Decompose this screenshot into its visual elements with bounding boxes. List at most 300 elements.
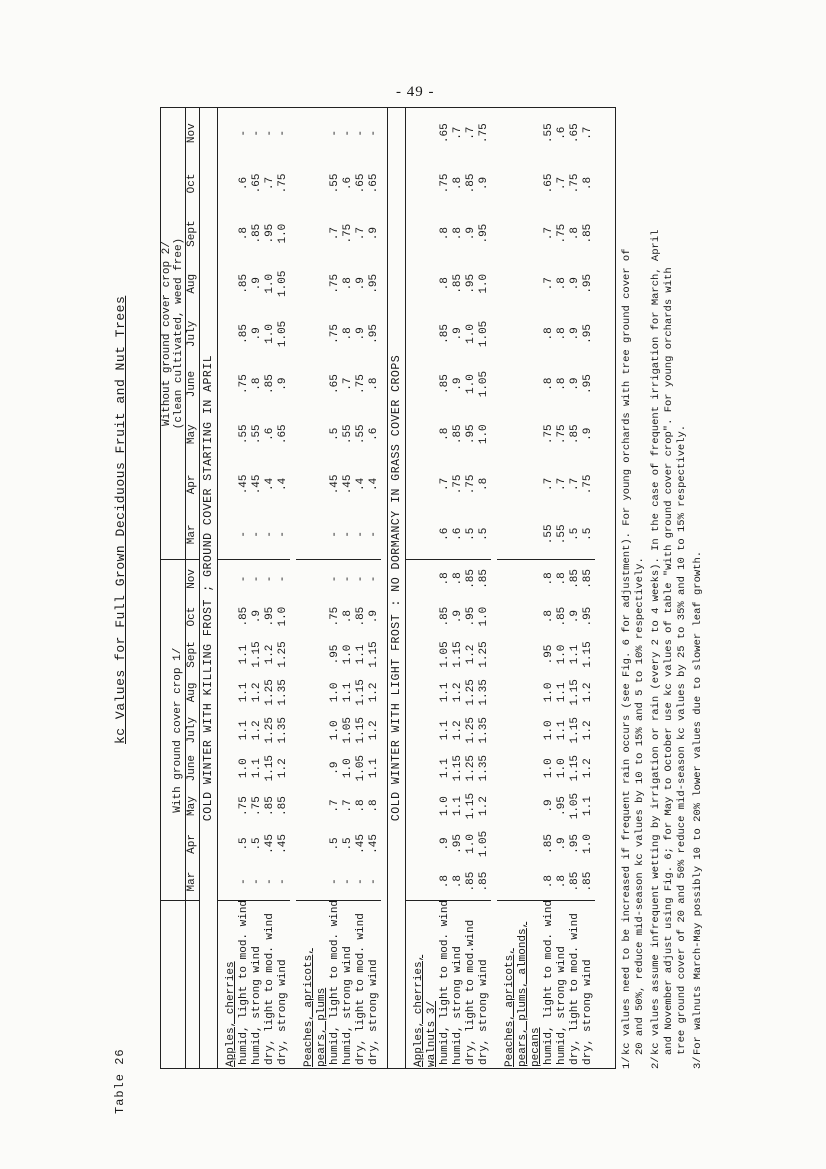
kc-cell-without: - — [368, 129, 380, 137]
kc-cell-without: .6 — [556, 126, 568, 140]
kc-cell-without: .6 — [452, 509, 465, 559]
crop-group-row — [296, 108, 329, 1068]
spacer-cell — [406, 158, 440, 208]
kc-cell-without: 1.0 — [264, 273, 276, 294]
spacer-cell — [218, 158, 239, 208]
kc-cell-without: .5 — [329, 427, 341, 441]
spacer-cell — [218, 787, 239, 825]
table-row — [342, 108, 355, 1068]
kc-cell-with: .85 — [582, 863, 595, 901]
kc-cell-with: .85 — [277, 796, 289, 816]
kc-cell-without: .7 — [582, 126, 594, 140]
kc-cell-without: 1.0 — [465, 324, 477, 344]
spacer-cell — [218, 459, 239, 509]
kc-cell-with: 1.0 — [342, 644, 354, 665]
kc-cell-with: .5 — [342, 837, 354, 851]
table-row — [368, 108, 381, 1068]
spacer-cell — [218, 636, 239, 674]
kc-cell-with: 1.0 — [543, 682, 555, 703]
kc-cell-with: 1.1 — [582, 796, 594, 816]
footnote — [621, 99, 647, 1069]
kc-cell-with: 1.35 — [478, 717, 490, 744]
kc-cell-without: .9 — [452, 327, 464, 341]
kc-cell-without: .7 — [329, 227, 341, 241]
kc-cell-without: .85 — [264, 374, 276, 394]
spacer-cell — [296, 825, 329, 863]
kc-cell-with: 1.15 — [264, 754, 276, 782]
kc-cell-with: 1.05 — [355, 754, 367, 782]
kc-cell-without: - — [329, 509, 342, 559]
kc-cell-without: .4 — [264, 477, 276, 491]
kc-table-body — [161, 108, 601, 1068]
spacer-cell — [406, 409, 440, 459]
kc-cell-without: .7 — [556, 176, 568, 191]
spacer-cell — [497, 636, 543, 674]
spacer-cell — [296, 636, 329, 674]
kc-cell-with: .95 — [556, 796, 568, 816]
kc-cell-with: .85 — [478, 863, 491, 901]
kc-cell-without: .55 — [329, 173, 341, 194]
footnote-text — [621, 99, 647, 1055]
kc-cell-with: .8 — [543, 610, 555, 624]
kc-cell-without: .6 — [368, 427, 380, 441]
row-label: humid, strong wind — [251, 946, 263, 1065]
page-number: - 49 - — [396, 84, 435, 100]
kc-cell-without: .9 — [368, 227, 380, 241]
kc-cell-without: - — [342, 129, 354, 137]
month-header-without-sept: Sept — [186, 209, 200, 259]
kc-cell-with: .45 — [368, 834, 380, 854]
month-header-without-may: May — [186, 409, 200, 459]
kc-cell-with: 1.2 — [582, 720, 594, 741]
header-without-cover-line2: (clean cultivated, weed free) — [173, 237, 185, 430]
footnote — [692, 99, 705, 1069]
kc-cell-with: 1.0 — [478, 606, 490, 627]
kc-cell-with: 1.15 — [569, 754, 581, 782]
kc-cell-with: .75 — [238, 796, 250, 816]
kc-cell-without: .95 — [368, 273, 380, 294]
kc-cell-without: .9 — [569, 277, 581, 291]
spacer-cell — [296, 158, 329, 208]
kc-cell-without: .8 — [238, 227, 250, 241]
kc-cell-without: .6 — [439, 509, 452, 559]
kc-cell-with: 1.25 — [264, 717, 276, 744]
spacer-cell — [296, 259, 329, 309]
kc-cell-with: 1.1 — [238, 644, 250, 665]
kc-cell-with: .85 — [569, 568, 581, 589]
kc-cell-with: 1.15 — [452, 641, 464, 668]
kc-cell-without: - — [238, 129, 250, 137]
row-label: humid, light to mod. wind — [439, 899, 451, 1065]
kc-cell-without: .5 — [478, 509, 491, 559]
kc-cell-with: 1.0 — [556, 644, 568, 665]
kc-cell-with: 1.0 — [439, 796, 451, 816]
kc-cell-with: .9 — [329, 761, 341, 775]
kc-cell-with: - — [264, 863, 277, 901]
kc-cell-without: .8 — [368, 377, 380, 391]
kc-cell-without: .95 — [465, 273, 477, 294]
row-label: humid, light to mod. wind — [329, 899, 341, 1065]
kc-cell-with: .95 — [264, 606, 276, 627]
kc-cell-without: .7 — [543, 277, 555, 291]
kc-cell-without: .85 — [439, 324, 451, 344]
kc-cell-with: .7 — [329, 799, 341, 813]
kc-cell-with: 1.05 — [342, 717, 354, 744]
footnote-line: 20 and 50%, reduce mid-season kc values by 10 to 15% and 5 to 10% respectively. — [634, 557, 646, 1055]
kc-cell-without: .85 — [238, 324, 250, 344]
spacer-cell — [406, 209, 440, 259]
kc-cell-without: .9 — [569, 327, 581, 341]
spacer-cell — [296, 711, 329, 749]
kc-cell-with: .8 — [368, 799, 380, 813]
kc-cell-without: .75 — [582, 474, 594, 495]
kc-cell-without: .9 — [465, 227, 477, 241]
header-without-cover — [161, 108, 186, 560]
kc-cell-without: .7 — [439, 477, 451, 491]
kc-cell-without: .9 — [582, 427, 594, 441]
kc-cell-with: - — [264, 575, 276, 583]
kc-cell-without: 1.0 — [465, 374, 477, 394]
table-row — [465, 108, 478, 1068]
row-label: dry, light to mod. wind — [569, 913, 581, 1065]
kc-cell-with: .85 — [465, 863, 478, 901]
kc-cell-without: .75 — [452, 474, 464, 495]
kc-cell-without: - — [251, 129, 263, 137]
table-row — [582, 108, 595, 1068]
kc-cell-with: 1.0 — [543, 758, 555, 779]
kc-cell-with: 1.1 — [355, 644, 367, 665]
kc-cell-with: .95 — [452, 834, 464, 854]
kc-cell-without: .75 — [543, 424, 555, 445]
kc-cell-without: .75 — [238, 374, 250, 394]
footnote-line: tree ground cover of 20 and 50% reduce mid-season kc values by 25 to 35% and 10 to 15% respectively. — [676, 424, 688, 1055]
kc-cell-without: .9 — [355, 277, 367, 291]
kc-cell-without: .65 — [251, 173, 263, 194]
row-label: dry, strong wind — [582, 959, 594, 1065]
kc-cell-without: .85 — [251, 223, 263, 244]
kc-cell-with: 1.15 — [355, 717, 367, 744]
spacer-cell — [296, 108, 329, 158]
row-label: humid, light to mod. wind — [238, 899, 250, 1065]
kc-cell-with: 1.15 — [569, 679, 581, 706]
kc-cell-without: .75 — [277, 173, 289, 194]
spacer-cell — [296, 787, 329, 825]
kc-cell-without: - — [368, 509, 381, 559]
spacer-cell — [497, 158, 543, 208]
kc-cell-with: 1.35 — [277, 679, 289, 706]
spacer-cell — [218, 560, 239, 598]
kc-cell-without: .8 — [556, 327, 568, 341]
row-label: dry, strong wind — [478, 959, 490, 1065]
month-header-with-sept: Sept — [186, 636, 200, 674]
kc-cell-without: .85 — [439, 374, 451, 394]
spacer-cell — [296, 409, 329, 459]
spacer-cell — [218, 409, 239, 459]
footnote-number: 3/ — [692, 1056, 704, 1069]
kc-cell-without: .8 — [342, 327, 354, 341]
kc-cell-without: .7 — [355, 227, 367, 241]
kc-cell-with: .9 — [569, 610, 581, 624]
table-row — [569, 108, 582, 1068]
kc-cell-without: 1.0 — [277, 223, 289, 244]
kc-cell-with: .8 — [452, 572, 464, 586]
kc-cell-without: .7 — [543, 227, 555, 241]
kc-cell-with: 1.2 — [582, 682, 594, 703]
kc-cell-with: .45 — [264, 834, 276, 854]
spacer-cell — [218, 711, 239, 749]
kc-cell-with: - — [355, 575, 367, 583]
spacer-cell — [296, 209, 329, 259]
kc-cell-with: 1.25 — [465, 717, 477, 744]
kc-cell-without: .9 — [478, 176, 490, 191]
kc-cell-with: 1.0 — [465, 834, 477, 854]
kc-cell-without: .55 — [543, 123, 555, 144]
group-gap-row — [595, 108, 601, 1068]
row-label: humid, light to mod. wind — [543, 899, 555, 1065]
kc-cell-without: .9 — [569, 377, 581, 391]
kc-cell-without: .55 — [543, 509, 556, 559]
kc-cell-without: .65 — [439, 123, 451, 144]
kc-cell-with: 1.2 — [251, 720, 263, 741]
kc-cell-with: .85 — [582, 568, 594, 589]
kc-cell-without: 1.05 — [277, 320, 289, 348]
footnote-line: kc values need to be increased if frequent rain occurs (see Fig. 6 for adjustment). For young orchards with tree ground cover of — [621, 248, 633, 1055]
kc-table-frame — [160, 107, 616, 1069]
kc-cell-with: 1.05 — [439, 641, 451, 668]
row-label: dry, light to mod. wind — [264, 913, 276, 1065]
spacer-cell — [497, 825, 543, 863]
spacer-cell — [406, 749, 440, 787]
header-with-cover: With ground cover crop 1/ — [161, 560, 186, 901]
kc-cell-with: 1.35 — [277, 717, 289, 744]
kc-cell-with: .9 — [439, 837, 451, 851]
kc-cell-without: .7 — [465, 126, 477, 140]
kc-cell-with: 1.0 — [277, 606, 289, 627]
kc-cell-without: .65 — [569, 123, 581, 144]
footnote-number: 1/ — [621, 1056, 633, 1069]
month-header-without-july: July — [186, 309, 200, 359]
kc-cell-without: .8 — [439, 227, 451, 241]
kc-cell-with: .8 — [556, 863, 569, 901]
kc-cell-without: .8 — [478, 477, 490, 491]
section-title: COLD WINTER WITH KILLING FROST ; GROUND COVER STARTING IN APRIL — [200, 108, 218, 1068]
kc-cell-without: - — [329, 129, 341, 137]
kc-cell-with: - — [238, 575, 250, 583]
kc-cell-without: .8 — [543, 327, 555, 341]
kc-cell-with: - — [342, 575, 354, 583]
spacer-cell — [218, 209, 239, 259]
spacer-cell — [406, 509, 440, 559]
kc-cell-with: .95 — [465, 606, 477, 627]
kc-cell-with: 1.05 — [478, 830, 490, 858]
kc-cell-with: 1.1 — [556, 720, 568, 741]
kc-cell-without: .4 — [277, 477, 289, 491]
row-label: dry, light to mod. wind — [355, 913, 367, 1065]
kc-cell-without: .45 — [251, 474, 263, 495]
kc-cell-with: 1.0 — [329, 720, 341, 741]
kc-cell-with: 1.15 — [251, 641, 263, 668]
header-row-months — [186, 108, 200, 1068]
spacer-cell — [406, 636, 440, 674]
kc-cell-with: 1.2 — [465, 644, 477, 665]
kc-cell-without: .55 — [355, 424, 367, 445]
kc-cell-with: 1.1 — [439, 758, 451, 779]
kc-cell-without: .8 — [439, 277, 451, 291]
kc-cell-without: .8 — [452, 176, 464, 191]
month-header-without-oct: Oct — [186, 158, 200, 208]
spacer-cell — [218, 359, 239, 409]
kc-cell-with: .85 — [355, 606, 367, 627]
row-label: dry, light to mod.wind — [465, 919, 477, 1065]
kc-cell-with: 1.2 — [478, 796, 490, 816]
kc-cell-with: - — [368, 575, 380, 583]
kc-cell-with: .75 — [329, 606, 341, 627]
crop-group-title: Peaches, apricots, pears, plums, almonds, pecans — [504, 921, 542, 1067]
kc-cell-with: 1.15 — [582, 641, 594, 668]
kc-cell-without: .65 — [355, 173, 367, 194]
row-label: humid, strong wind — [452, 946, 464, 1065]
kc-cell-without: .7 — [342, 377, 354, 391]
kc-cell-with: .85 — [543, 834, 555, 854]
spacer-cell — [497, 673, 543, 711]
kc-cell-without: .7 — [556, 477, 568, 491]
kc-cell-with: .8 — [543, 572, 555, 586]
kc-cell-without: 1.05 — [277, 270, 289, 297]
kc-cell-with: .95 — [582, 606, 594, 627]
kc-cell-without: - — [251, 509, 264, 559]
spacer-cell — [296, 359, 329, 409]
kc-cell-without: .75 — [439, 173, 451, 194]
kc-cell-with: 1.1 — [342, 682, 354, 703]
spacer-cell — [406, 560, 440, 598]
kc-cell-without: .9 — [251, 277, 263, 291]
kc-cell-with: - — [238, 863, 251, 901]
kc-cell-without: .8 — [582, 176, 594, 191]
spacer-cell — [497, 259, 543, 309]
month-header-without-apr: Apr — [186, 459, 200, 509]
footnote-text — [650, 99, 689, 1055]
kc-cell-without: .65 — [277, 424, 289, 445]
kc-cell-without: .7 — [452, 126, 464, 140]
spacer-cell — [497, 108, 543, 158]
month-header-without-june: June — [186, 359, 200, 409]
spacer-cell — [497, 749, 543, 787]
kc-cell-with: 1.05 — [569, 792, 581, 820]
kc-cell-without: - — [277, 129, 289, 137]
row-label: humid, strong wind — [556, 946, 568, 1065]
kc-cell-without: .6 — [264, 427, 276, 441]
table-label: Table 26 — [113, 1048, 127, 1114]
kc-cell-with: - — [329, 575, 341, 583]
kc-cell-with: 1.0 — [582, 834, 594, 854]
kc-cell-with: .85 — [439, 606, 451, 627]
kc-cell-without: .5 — [465, 509, 478, 559]
table-row — [238, 108, 251, 1068]
section-header-row — [200, 108, 218, 1068]
spacer-cell — [497, 459, 543, 509]
kc-cell-with: .9 — [452, 610, 464, 624]
kc-cell-without: - — [342, 509, 355, 559]
crop-group-title: Peaches, apricots, pears, plums — [303, 948, 328, 1067]
kc-cell-without: 1.05 — [478, 370, 490, 398]
spacer-cell — [296, 863, 329, 901]
table-row — [329, 108, 342, 1068]
kc-cell-without: .65 — [368, 173, 380, 194]
row-label: humid, strong wind — [342, 946, 354, 1065]
section-title: COLD WINTER WITH LIGHT FROST : NO DORMANCY IN GRASS COVER CROPS — [388, 108, 406, 1068]
spacer-cell — [218, 108, 239, 158]
kc-cell-without: .95 — [264, 223, 276, 244]
kc-cell-with: 1.1 — [238, 682, 250, 703]
table-row — [251, 108, 264, 1068]
month-header-without-nov: Nov — [186, 108, 200, 158]
kc-cell-without: .8 — [569, 227, 581, 241]
footnote — [650, 99, 689, 1069]
kc-cell-with: 1.1 — [556, 682, 568, 703]
month-header-with-june: June — [186, 749, 200, 787]
month-header-with-may: May — [186, 787, 200, 825]
month-header-without-mar: Mar — [186, 509, 200, 559]
spacer-cell — [218, 825, 239, 863]
kc-cell-with: 1.25 — [478, 641, 490, 668]
footnote-line: For walnuts March-May possibly 10 to 20% lower values due to slower leaf growth. — [692, 550, 704, 1055]
spacer-cell — [497, 560, 543, 598]
kc-cell-with: .9 — [368, 610, 380, 624]
row-label: dry, strong wind — [277, 959, 289, 1065]
kc-cell-with: 1.0 — [342, 758, 354, 779]
kc-cell-with: 1.25 — [277, 641, 289, 668]
kc-cell-without: .5 — [582, 509, 595, 559]
kc-cell-with: 1.1 — [439, 682, 451, 703]
kc-cell-with: 1.15 — [368, 641, 380, 668]
kc-cell-with: .9 — [543, 799, 555, 813]
kc-cell-without: .85 — [465, 173, 477, 194]
kc-cell-without: .75 — [355, 374, 367, 394]
kc-cell-without: - — [355, 129, 367, 137]
kc-cell-without: .45 — [342, 474, 354, 495]
spacer-cell — [497, 309, 543, 359]
spacer-cell — [218, 509, 239, 559]
kc-cell-with: .45 — [355, 834, 367, 854]
kc-cell-without: .8 — [452, 227, 464, 241]
kc-cell-without: .4 — [368, 477, 380, 491]
header-row-groups — [161, 108, 186, 1068]
header-without-cover-line1: Without ground cover crop 2/ — [161, 241, 173, 426]
kc-cell-without: 1.0 — [478, 424, 490, 445]
kc-cell-with: 1.35 — [478, 679, 490, 706]
kc-cell-with: - — [355, 863, 368, 901]
kc-cell-with: 1.2 — [277, 758, 289, 779]
kc-cell-with: - — [277, 863, 290, 901]
kc-cell-without: .75 — [329, 324, 341, 344]
kc-cell-with: 1.2 — [452, 720, 464, 741]
kc-cell-without: .9 — [452, 377, 464, 391]
kc-cell-without: .75 — [556, 223, 568, 244]
table-row — [439, 108, 452, 1068]
spacer-cell — [406, 259, 440, 309]
spacer-cell — [497, 359, 543, 409]
kc-cell-with: - — [368, 863, 381, 901]
kc-cell-without: .55 — [238, 424, 250, 445]
kc-cell-without: .8 — [543, 377, 555, 391]
footnote-line: and November adjust using Fig. 6; for May to October use kc values of table "with ground cover crop". For young orchards with — [663, 267, 675, 1055]
kc-cell-with: .9 — [556, 837, 568, 851]
spacer-cell — [296, 749, 329, 787]
kc-cell-with: .95 — [543, 644, 555, 665]
kc-cell-without: 1.05 — [478, 320, 490, 348]
month-header-with-oct: Oct — [186, 598, 200, 636]
kc-cell-without: .85 — [452, 424, 464, 445]
